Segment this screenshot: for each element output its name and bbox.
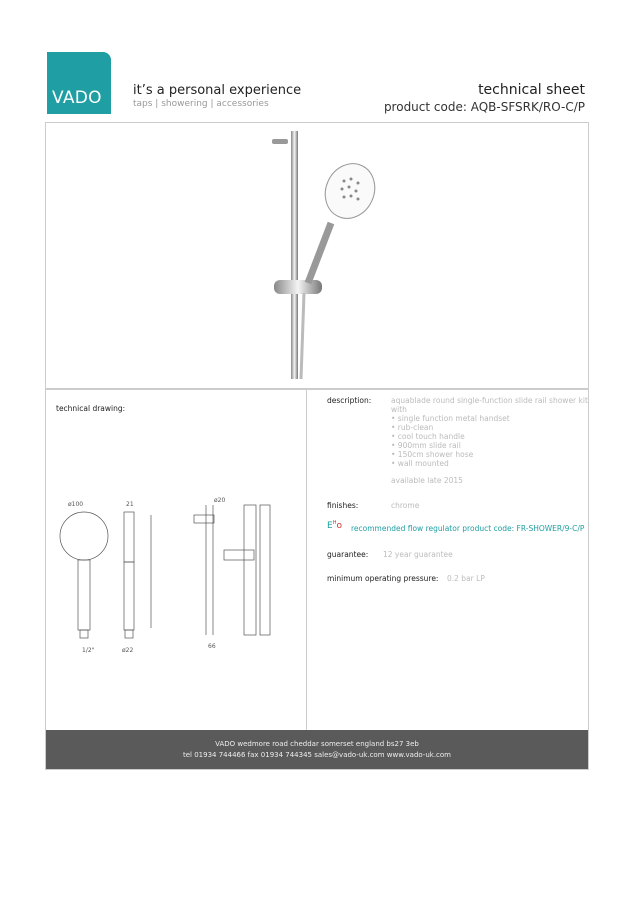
- technical-drawing-panel: [46, 390, 307, 732]
- shower-kit-image: [46, 123, 590, 388]
- tagline: it’s a personal experience: [133, 83, 302, 98]
- finishes-value: chrome: [391, 501, 420, 510]
- svg-text:ø22: ø22: [122, 647, 134, 654]
- footer-address: VADO wedmore road cheddar somerset england bs27 3eb: [215, 740, 419, 748]
- description-label: description:: [327, 396, 372, 405]
- subtagline: taps | showering | accessories: [133, 99, 269, 109]
- technical-drawing: [46, 390, 306, 732]
- guarantee-value: 12 year guarantee: [383, 550, 453, 559]
- description-text: aquablade round single-function slide rail shower kit with • single function metal handset • rub-clean • cool touch handle • 900mm slide rail • 150cm shower hose • wall mounted available late 2015: [391, 396, 588, 485]
- svg-text:ø20: ø20: [214, 497, 226, 504]
- product-photo: [46, 123, 588, 390]
- svg-text:1/2": 1/2": [82, 647, 95, 654]
- footer-contact: tel 01934 744466 fax 01934 744345 sales@vado-uk.com www.vado-uk.com: [183, 751, 451, 759]
- svg-text:66: 66: [208, 643, 216, 650]
- svg-text:ø100: ø100: [68, 501, 84, 508]
- sheet-frame: [45, 122, 589, 770]
- pressure-label: minimum operating pressure:: [327, 574, 439, 583]
- footer: [46, 730, 588, 769]
- svg-text:21: 21: [126, 501, 134, 508]
- specs-panel: [307, 390, 588, 732]
- sheet-title: technical sheet: [478, 82, 585, 98]
- technical-drawing-label: technical drawing:: [56, 404, 126, 413]
- finishes-label: finishes:: [327, 501, 359, 510]
- logo-text: VADO: [52, 88, 102, 108]
- pressure-value: 0.2 bar LP: [447, 574, 485, 583]
- product-code: product code: AQB-SFSRK/RO-C/P: [383, 100, 585, 114]
- vado-logo: [47, 52, 111, 114]
- guarantee-label: guarantee:: [327, 550, 369, 559]
- eco-h2o-icon: $E^Ho$: [327, 520, 342, 531]
- flow-regulator-text: recommended flow regulator product code: FR-SHOWER/9-C/P: [351, 524, 585, 533]
